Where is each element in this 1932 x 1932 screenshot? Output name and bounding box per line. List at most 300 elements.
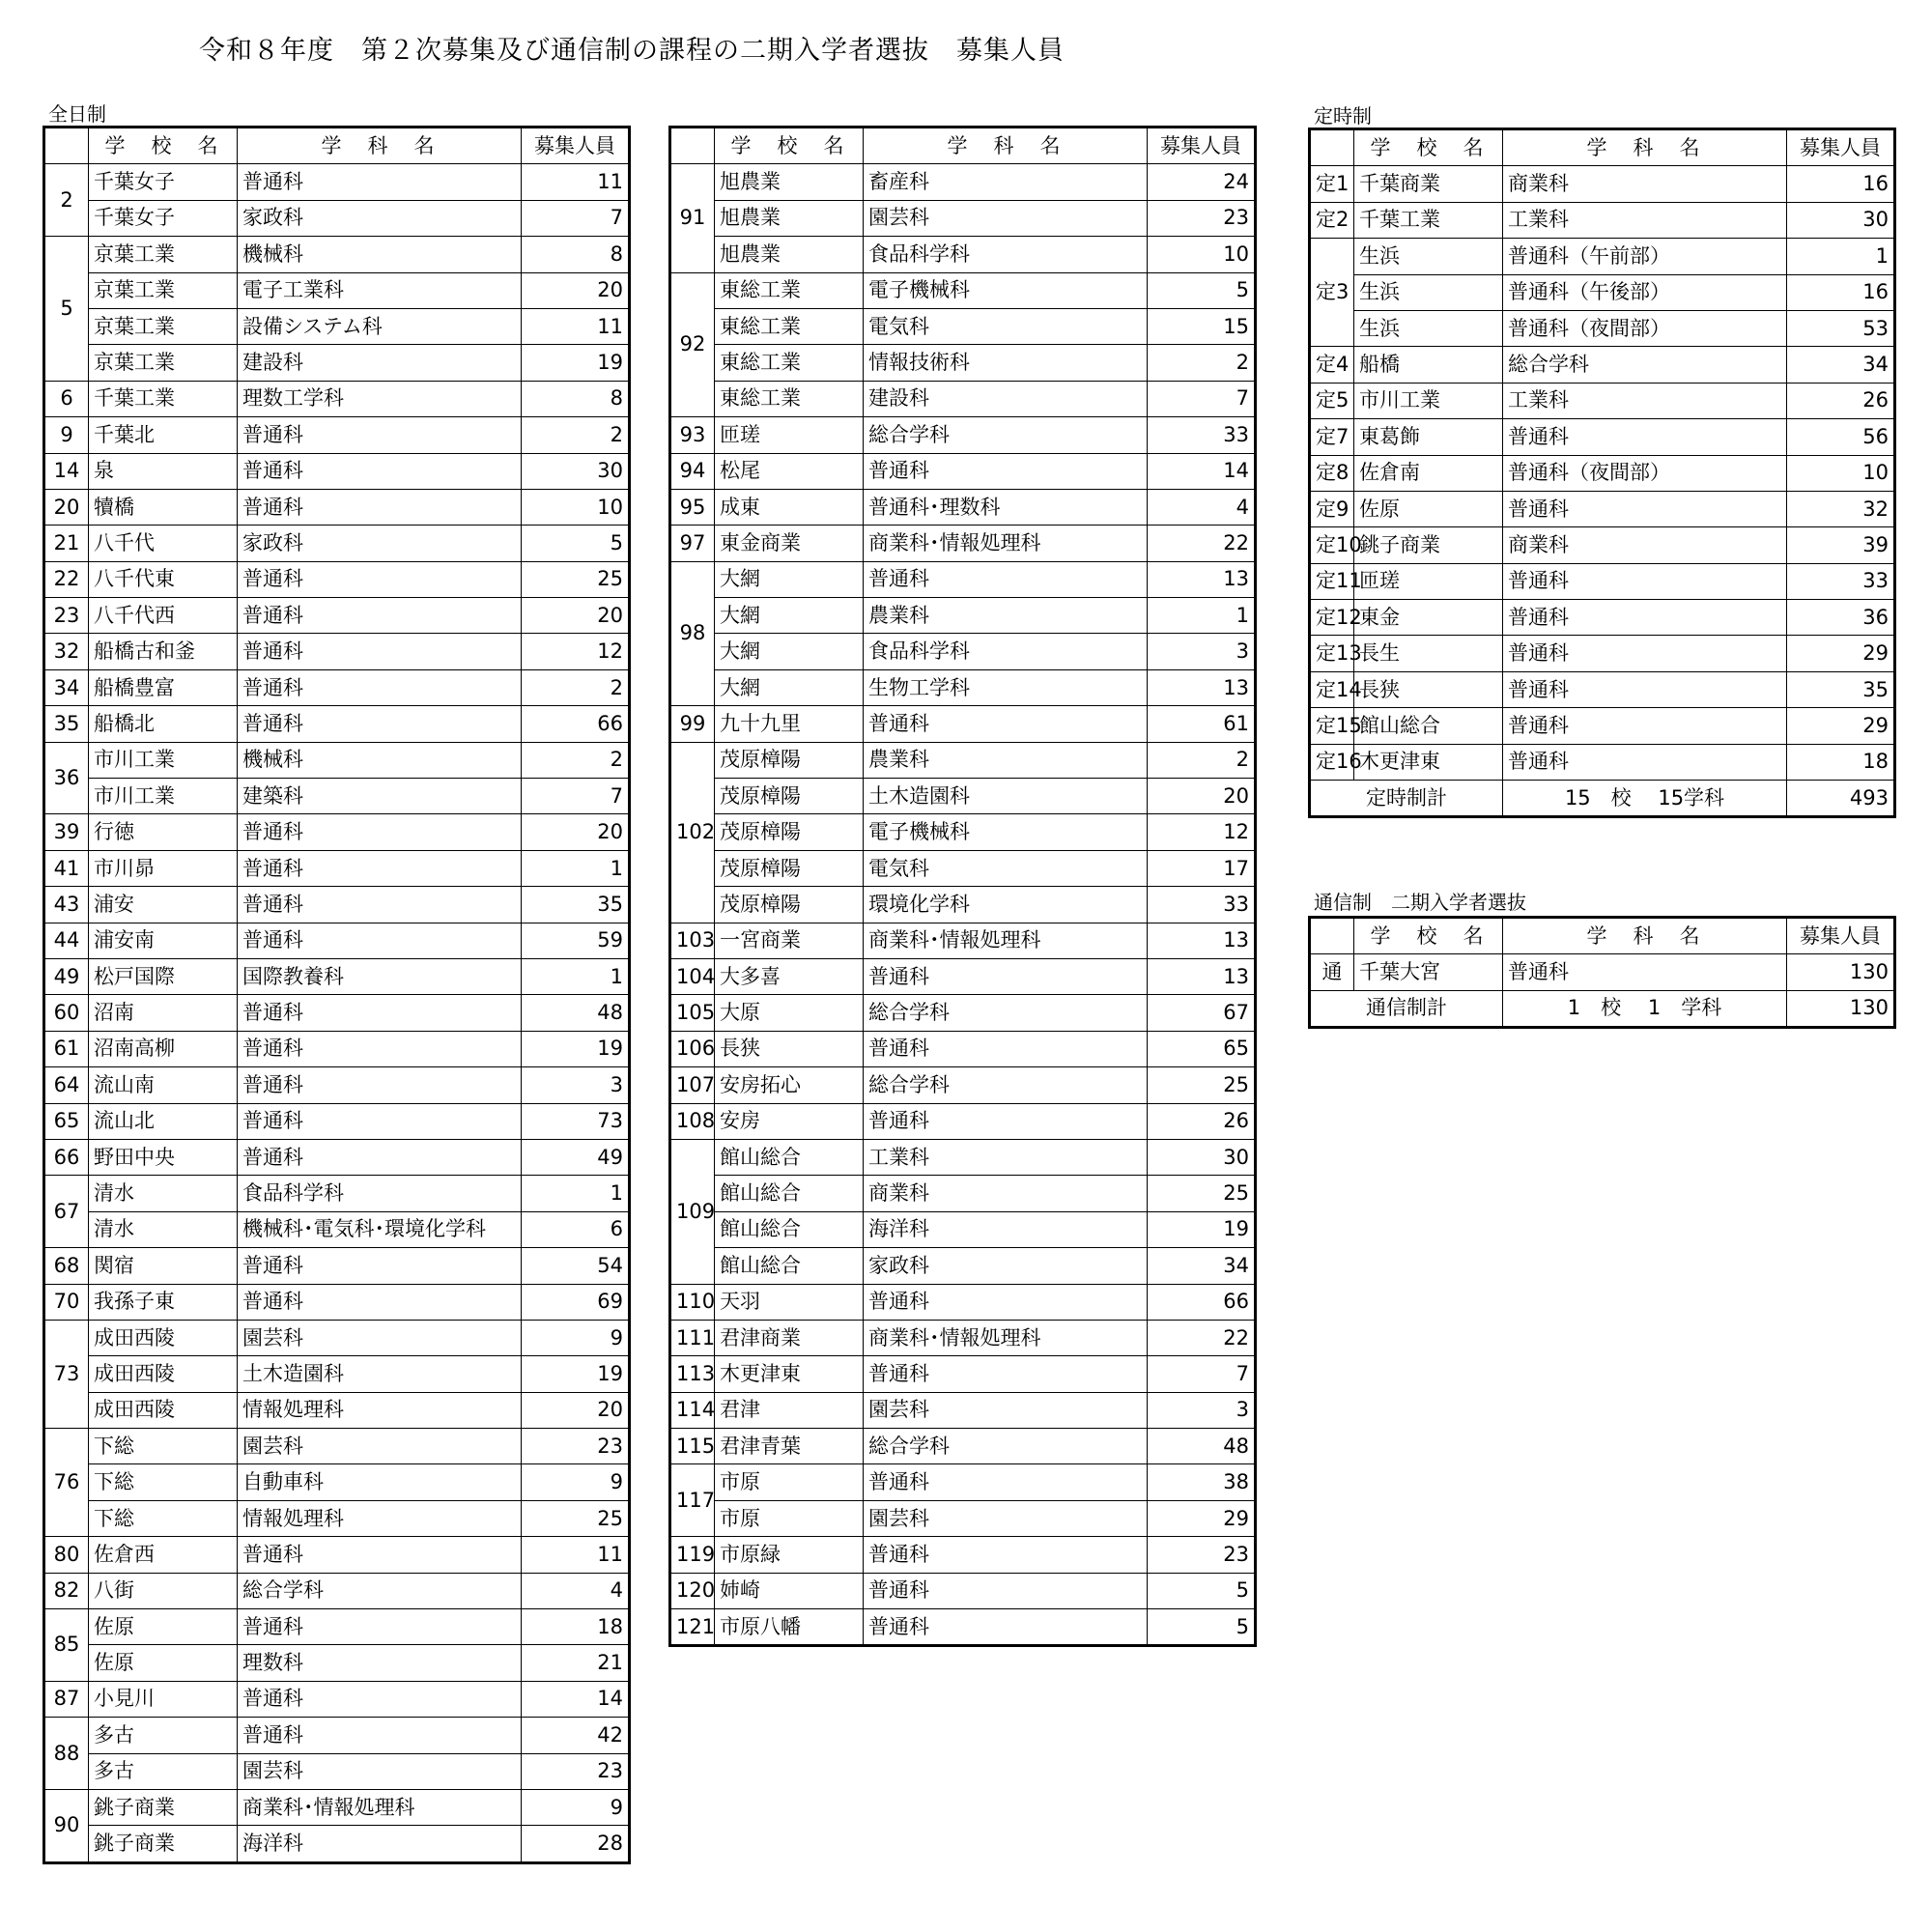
header-dept: 学 科 名 bbox=[1503, 129, 1787, 166]
department-name: 園芸科 bbox=[864, 1392, 1148, 1428]
department-name: 家政科 bbox=[864, 1248, 1148, 1284]
header-count: 募集人員 bbox=[1148, 128, 1256, 164]
recruit-count: 4 bbox=[1148, 489, 1256, 525]
school-number: 113 bbox=[670, 1356, 715, 1392]
school-name: 千葉工業 bbox=[1354, 202, 1503, 238]
department-name: 普通科（午前部） bbox=[1503, 239, 1787, 274]
recruit-count: 12 bbox=[1148, 814, 1256, 850]
recruit-count: 66 bbox=[1148, 1284, 1256, 1320]
school-number: 14 bbox=[44, 453, 89, 489]
recruit-count: 24 bbox=[1148, 164, 1256, 200]
department-name: 機械科 bbox=[238, 742, 522, 778]
school-name: 東葛飾 bbox=[1354, 419, 1503, 455]
table-row bbox=[670, 237, 1256, 272]
school-number: 87 bbox=[44, 1681, 89, 1717]
school-name: 千葉大宮 bbox=[1354, 954, 1503, 990]
department-name: 工業科 bbox=[1503, 383, 1787, 418]
department-name: 商業科･情報処理科 bbox=[864, 1320, 1148, 1355]
school-number: 108 bbox=[670, 1103, 715, 1139]
department-name: 普通科 bbox=[864, 1284, 1148, 1320]
school-number: 41 bbox=[44, 850, 89, 886]
school-number: 定4 bbox=[1310, 347, 1354, 383]
department-name: 商業科 bbox=[864, 1176, 1148, 1211]
recruit-count: 130 bbox=[1787, 954, 1895, 990]
school-number: 43 bbox=[44, 887, 89, 923]
section-label-teiji: 定時制 bbox=[1314, 104, 1372, 128]
table-row bbox=[44, 200, 630, 236]
header-school: 学 校 名 bbox=[1354, 129, 1503, 166]
school-name: 東金商業 bbox=[715, 526, 864, 561]
department-name: 商業科 bbox=[1503, 166, 1787, 202]
school-name: 姉崎 bbox=[715, 1573, 864, 1608]
school-name: 君津青葉 bbox=[715, 1429, 864, 1464]
school-number: 5 bbox=[44, 237, 89, 382]
department-name: 普通科 bbox=[864, 706, 1148, 742]
school-number: 104 bbox=[670, 958, 715, 994]
header-school: 学 校 名 bbox=[89, 128, 238, 164]
table-row bbox=[670, 1031, 1256, 1066]
school-name: 館山総合 bbox=[715, 1176, 864, 1211]
recruit-count: 49 bbox=[522, 1139, 630, 1175]
table-row bbox=[44, 381, 630, 416]
department-name: 普通科 bbox=[864, 1103, 1148, 1139]
table-row bbox=[44, 1789, 630, 1825]
school-name: 市原八幡 bbox=[715, 1609, 864, 1646]
school-number: 110 bbox=[670, 1284, 715, 1320]
school-number: 64 bbox=[44, 1067, 89, 1103]
table-row bbox=[670, 453, 1256, 489]
department-name: 普通科･理数科 bbox=[864, 489, 1148, 525]
table-row bbox=[44, 345, 630, 381]
school-number: 定8 bbox=[1310, 455, 1354, 491]
recruit-count: 65 bbox=[1148, 1031, 1256, 1066]
school-number: 70 bbox=[44, 1284, 89, 1320]
recruit-count: 33 bbox=[1787, 563, 1895, 599]
table-row bbox=[44, 850, 630, 886]
school-number: 通 bbox=[1310, 954, 1354, 990]
department-name: 自動車科 bbox=[238, 1464, 522, 1500]
recruit-count: 1 bbox=[522, 850, 630, 886]
school-number: 93 bbox=[670, 417, 715, 453]
table-row bbox=[670, 381, 1256, 416]
table-row bbox=[670, 958, 1256, 994]
department-name: 普通科 bbox=[238, 417, 522, 453]
department-name: 情報処理科 bbox=[238, 1392, 522, 1428]
department-name: 総合学科 bbox=[864, 1429, 1148, 1464]
school-name: 京葉工業 bbox=[89, 272, 238, 308]
school-name: 木更津東 bbox=[1354, 744, 1503, 780]
table-row bbox=[670, 634, 1256, 669]
school-number: 定7 bbox=[1310, 419, 1354, 455]
school-name: 佐原 bbox=[89, 1609, 238, 1645]
recruit-count: 34 bbox=[1148, 1248, 1256, 1284]
school-number: 115 bbox=[670, 1429, 715, 1464]
school-number: 34 bbox=[44, 669, 89, 705]
table-row bbox=[44, 526, 630, 561]
recruit-count: 22 bbox=[1148, 526, 1256, 561]
school-name: 大網 bbox=[715, 598, 864, 634]
school-name: 木更津東 bbox=[715, 1356, 864, 1392]
department-name: 総合学科 bbox=[864, 995, 1148, 1031]
school-name: 長生 bbox=[1354, 636, 1503, 671]
table-row bbox=[44, 164, 630, 200]
school-name: 生浜 bbox=[1354, 310, 1503, 346]
recruit-count: 33 bbox=[1148, 887, 1256, 923]
department-name: 普通科 bbox=[238, 489, 522, 525]
school-number: 32 bbox=[44, 634, 89, 669]
department-name: 普通科 bbox=[238, 634, 522, 669]
school-name: 天羽 bbox=[715, 1284, 864, 1320]
department-name: 普通科（夜間部） bbox=[1503, 455, 1787, 491]
school-number: 97 bbox=[670, 526, 715, 561]
table-row bbox=[670, 1103, 1256, 1139]
school-number: 60 bbox=[44, 995, 89, 1031]
table-row bbox=[670, 706, 1256, 742]
school-name: 船橋北 bbox=[89, 706, 238, 742]
school-number: 88 bbox=[44, 1718, 89, 1790]
recruit-count: 20 bbox=[1148, 779, 1256, 814]
department-name: 商業科 bbox=[1503, 527, 1787, 563]
recruit-count: 19 bbox=[522, 1031, 630, 1066]
recruit-count: 2 bbox=[1148, 345, 1256, 381]
recruit-count: 1 bbox=[1787, 239, 1895, 274]
table-row bbox=[44, 1176, 630, 1211]
department-name: 土木造園科 bbox=[238, 1356, 522, 1392]
recruit-count: 30 bbox=[1787, 202, 1895, 238]
table-row bbox=[1310, 310, 1895, 346]
table-row bbox=[44, 634, 630, 669]
section-label-zennichi: 全日制 bbox=[48, 102, 106, 126]
table-row bbox=[1310, 455, 1895, 491]
department-name: 普通科 bbox=[238, 669, 522, 705]
table-row bbox=[44, 1753, 630, 1789]
recruit-count: 14 bbox=[522, 1681, 630, 1717]
school-name: 東総工業 bbox=[715, 272, 864, 308]
school-name: 千葉商業 bbox=[1354, 166, 1503, 202]
recruit-count: 5 bbox=[1148, 272, 1256, 308]
recruit-count: 19 bbox=[522, 1356, 630, 1392]
school-name: 長狭 bbox=[715, 1031, 864, 1066]
school-number: 68 bbox=[44, 1248, 89, 1284]
department-name: 普通科 bbox=[238, 814, 522, 850]
recruit-count: 23 bbox=[1148, 1537, 1256, 1573]
school-number: 90 bbox=[44, 1789, 89, 1862]
school-number: 73 bbox=[44, 1320, 89, 1428]
school-name: 佐原 bbox=[89, 1645, 238, 1681]
table-row bbox=[670, 1356, 1256, 1392]
school-name: 下総 bbox=[89, 1500, 238, 1536]
table-row bbox=[1310, 708, 1895, 744]
school-name: 船橋豊富 bbox=[89, 669, 238, 705]
recruit-count: 1 bbox=[522, 1176, 630, 1211]
header-dept: 学 科 名 bbox=[1503, 918, 1787, 954]
recruit-count: 15 bbox=[1148, 308, 1256, 344]
table-row bbox=[44, 669, 630, 705]
table-row bbox=[44, 706, 630, 742]
recruit-count: 2 bbox=[522, 669, 630, 705]
recruit-count: 25 bbox=[1148, 1067, 1256, 1103]
table-row bbox=[670, 1573, 1256, 1608]
table-row bbox=[44, 1211, 630, 1247]
school-name: 館山総合 bbox=[1354, 708, 1503, 744]
department-name: 電気科 bbox=[864, 850, 1148, 886]
recruit-count: 7 bbox=[1148, 1356, 1256, 1392]
school-number: 65 bbox=[44, 1103, 89, 1139]
school-name: 松尾 bbox=[715, 453, 864, 489]
department-name: 食品科学科 bbox=[238, 1176, 522, 1211]
section-label-tsushin: 通信制 二期入学者選抜 bbox=[1314, 891, 1526, 914]
school-number: 105 bbox=[670, 995, 715, 1031]
school-name: 旭農業 bbox=[715, 164, 864, 200]
recruit-count: 1 bbox=[1148, 598, 1256, 634]
school-name: 佐倉南 bbox=[1354, 455, 1503, 491]
school-name: 関宿 bbox=[89, 1248, 238, 1284]
table-header-row bbox=[44, 128, 630, 164]
school-name: 市川昴 bbox=[89, 850, 238, 886]
school-name: 銚子商業 bbox=[1354, 527, 1503, 563]
school-name: 我孫子東 bbox=[89, 1284, 238, 1320]
recruit-count: 7 bbox=[1148, 381, 1256, 416]
total-label: 定時制計 bbox=[1310, 781, 1503, 817]
recruit-count: 2 bbox=[522, 417, 630, 453]
department-name: 電子機械科 bbox=[864, 814, 1148, 850]
school-number: 95 bbox=[670, 489, 715, 525]
recruit-count: 29 bbox=[1787, 708, 1895, 744]
recruit-count: 53 bbox=[1787, 310, 1895, 346]
department-name: 食品科学科 bbox=[864, 237, 1148, 272]
department-name: 普通科（夜間部） bbox=[1503, 310, 1787, 346]
department-name: 普通科 bbox=[238, 995, 522, 1031]
school-number: 107 bbox=[670, 1067, 715, 1103]
school-name: 千葉女子 bbox=[89, 200, 238, 236]
recruit-count: 20 bbox=[522, 1392, 630, 1428]
table-row bbox=[670, 1500, 1256, 1536]
school-name: 旭農業 bbox=[715, 237, 864, 272]
school-number: 103 bbox=[670, 923, 715, 958]
table-row bbox=[1310, 636, 1895, 671]
department-name: 工業科 bbox=[1503, 202, 1787, 238]
school-name: 東総工業 bbox=[715, 345, 864, 381]
department-name: 普通科 bbox=[1503, 708, 1787, 744]
school-name: 京葉工業 bbox=[89, 237, 238, 272]
school-name: 八千代東 bbox=[89, 561, 238, 597]
zennichi-table-1 bbox=[43, 126, 631, 1864]
school-name: 千葉工業 bbox=[89, 381, 238, 416]
table-row bbox=[44, 1248, 630, 1284]
table-row bbox=[44, 417, 630, 453]
recruit-count: 20 bbox=[522, 598, 630, 634]
department-name: 普通科 bbox=[1503, 954, 1787, 990]
school-name: 成田西陵 bbox=[89, 1320, 238, 1355]
table-row bbox=[44, 237, 630, 272]
school-number: 定13 bbox=[1310, 636, 1354, 671]
department-name: 機械科･電気科･環境化学科 bbox=[238, 1211, 522, 1247]
department-name: 情報技術科 bbox=[864, 345, 1148, 381]
school-number: 119 bbox=[670, 1537, 715, 1573]
school-number: 44 bbox=[44, 923, 89, 958]
total-row bbox=[1310, 781, 1895, 817]
header-school: 学 校 名 bbox=[1354, 918, 1503, 954]
table-row bbox=[44, 1464, 630, 1500]
school-number: 76 bbox=[44, 1429, 89, 1537]
recruit-count: 48 bbox=[1148, 1429, 1256, 1464]
table-row bbox=[1310, 491, 1895, 526]
department-name: 環境化学科 bbox=[864, 887, 1148, 923]
recruit-count: 38 bbox=[1148, 1464, 1256, 1500]
table-row bbox=[670, 814, 1256, 850]
school-number: 92 bbox=[670, 272, 715, 417]
total-summary: 15 校 15学科 bbox=[1503, 781, 1787, 817]
table-row bbox=[44, 1356, 630, 1392]
recruit-count: 30 bbox=[522, 453, 630, 489]
school-name: 市川工業 bbox=[89, 742, 238, 778]
school-number: 98 bbox=[670, 561, 715, 706]
department-name: 建築科 bbox=[238, 779, 522, 814]
recruit-count: 21 bbox=[522, 1645, 630, 1681]
department-name: 食品科学科 bbox=[864, 634, 1148, 669]
department-name: 普通科 bbox=[238, 1681, 522, 1717]
recruit-count: 23 bbox=[522, 1753, 630, 1789]
table-row bbox=[670, 164, 1256, 200]
school-number: 定16 bbox=[1310, 744, 1354, 780]
school-name: 銚子商業 bbox=[89, 1789, 238, 1825]
school-name: 流山北 bbox=[89, 1103, 238, 1139]
table-row bbox=[44, 1826, 630, 1862]
recruit-count: 13 bbox=[1148, 958, 1256, 994]
recruit-count: 3 bbox=[522, 1067, 630, 1103]
recruit-count: 7 bbox=[522, 200, 630, 236]
recruit-count: 3 bbox=[1148, 634, 1256, 669]
recruit-count: 4 bbox=[522, 1573, 630, 1608]
tsushin-table bbox=[1308, 916, 1896, 1029]
table-row bbox=[1310, 600, 1895, 636]
department-name: 園芸科 bbox=[864, 1500, 1148, 1536]
school-name: 行徳 bbox=[89, 814, 238, 850]
recruit-count: 5 bbox=[1148, 1609, 1256, 1646]
school-name: 東総工業 bbox=[715, 308, 864, 344]
table-row bbox=[670, 1139, 1256, 1175]
table-row bbox=[670, 1464, 1256, 1500]
school-name: 館山総合 bbox=[715, 1211, 864, 1247]
department-name: 普通科 bbox=[238, 850, 522, 886]
teiji-table bbox=[1308, 128, 1896, 818]
school-number: 定2 bbox=[1310, 202, 1354, 238]
department-name: 普通科 bbox=[238, 164, 522, 200]
school-name: 千葉女子 bbox=[89, 164, 238, 200]
recruit-count: 42 bbox=[522, 1718, 630, 1753]
table-row bbox=[44, 1067, 630, 1103]
department-name: 総合学科 bbox=[864, 1067, 1148, 1103]
recruit-count: 7 bbox=[522, 779, 630, 814]
table-row bbox=[1310, 527, 1895, 563]
school-name: 大網 bbox=[715, 561, 864, 597]
recruit-count: 22 bbox=[1148, 1320, 1256, 1355]
school-number: 111 bbox=[670, 1320, 715, 1355]
school-name: 君津商業 bbox=[715, 1320, 864, 1355]
department-name: 家政科 bbox=[238, 526, 522, 561]
school-name: 大網 bbox=[715, 634, 864, 669]
department-name: 土木造園科 bbox=[864, 779, 1148, 814]
table-row bbox=[44, 1645, 630, 1681]
recruit-count: 16 bbox=[1787, 166, 1895, 202]
recruit-count: 13 bbox=[1148, 923, 1256, 958]
table-row bbox=[1310, 239, 1895, 274]
school-name: 京葉工業 bbox=[89, 308, 238, 344]
recruit-count: 18 bbox=[522, 1609, 630, 1645]
school-number: 102 bbox=[670, 742, 715, 923]
school-number: 定12 bbox=[1310, 600, 1354, 636]
recruit-count: 10 bbox=[522, 489, 630, 525]
recruit-count: 11 bbox=[522, 1537, 630, 1573]
department-name: 総合学科 bbox=[864, 417, 1148, 453]
table-row bbox=[44, 1718, 630, 1753]
school-number: 106 bbox=[670, 1031, 715, 1066]
table-row bbox=[670, 200, 1256, 236]
table-row bbox=[1310, 419, 1895, 455]
school-name: 清水 bbox=[89, 1211, 238, 1247]
table-row bbox=[44, 489, 630, 525]
recruit-count: 56 bbox=[1787, 419, 1895, 455]
school-name: 松戸国際 bbox=[89, 958, 238, 994]
recruit-count: 10 bbox=[1148, 237, 1256, 272]
table-row bbox=[44, 1609, 630, 1645]
recruit-count: 23 bbox=[522, 1429, 630, 1464]
recruit-count: 9 bbox=[522, 1320, 630, 1355]
department-name: 園芸科 bbox=[238, 1753, 522, 1789]
department-name: 普通科 bbox=[1503, 491, 1787, 526]
recruit-count: 14 bbox=[1148, 453, 1256, 489]
department-name: 電子工業科 bbox=[238, 272, 522, 308]
table-row bbox=[670, 417, 1256, 453]
table-row bbox=[1310, 166, 1895, 202]
table-row bbox=[670, 1284, 1256, 1320]
department-name: 総合学科 bbox=[1503, 347, 1787, 383]
table-row bbox=[670, 1248, 1256, 1284]
department-name: 家政科 bbox=[238, 200, 522, 236]
total-label: 通信制計 bbox=[1310, 990, 1503, 1027]
department-name: 理数工学科 bbox=[238, 381, 522, 416]
school-number: 21 bbox=[44, 526, 89, 561]
department-name: 普通科 bbox=[1503, 419, 1787, 455]
department-name: 普通科 bbox=[864, 958, 1148, 994]
table-row bbox=[44, 1103, 630, 1139]
header-dept: 学 科 名 bbox=[238, 128, 522, 164]
table-row bbox=[670, 526, 1256, 561]
school-number: 定1 bbox=[1310, 166, 1354, 202]
recruit-count: 29 bbox=[1787, 636, 1895, 671]
school-name: 佐原 bbox=[1354, 491, 1503, 526]
recruit-count: 6 bbox=[522, 1211, 630, 1247]
school-name: 市原 bbox=[715, 1500, 864, 1536]
table-row bbox=[670, 1609, 1256, 1646]
school-number: 80 bbox=[44, 1537, 89, 1573]
school-name: 旭農業 bbox=[715, 200, 864, 236]
department-name: 普通科 bbox=[864, 1356, 1148, 1392]
school-name: 沼南 bbox=[89, 995, 238, 1031]
table-row bbox=[670, 850, 1256, 886]
school-number: 117 bbox=[670, 1464, 715, 1537]
table-row bbox=[670, 1429, 1256, 1464]
recruit-count: 30 bbox=[1148, 1139, 1256, 1175]
total-row bbox=[1310, 990, 1895, 1027]
school-name: 茂原樟陽 bbox=[715, 814, 864, 850]
table-row bbox=[44, 1537, 630, 1573]
table-row bbox=[1310, 347, 1895, 383]
school-name: 九十九里 bbox=[715, 706, 864, 742]
department-name: 設備システム科 bbox=[238, 308, 522, 344]
table-row bbox=[44, 995, 630, 1031]
table-row bbox=[44, 923, 630, 958]
